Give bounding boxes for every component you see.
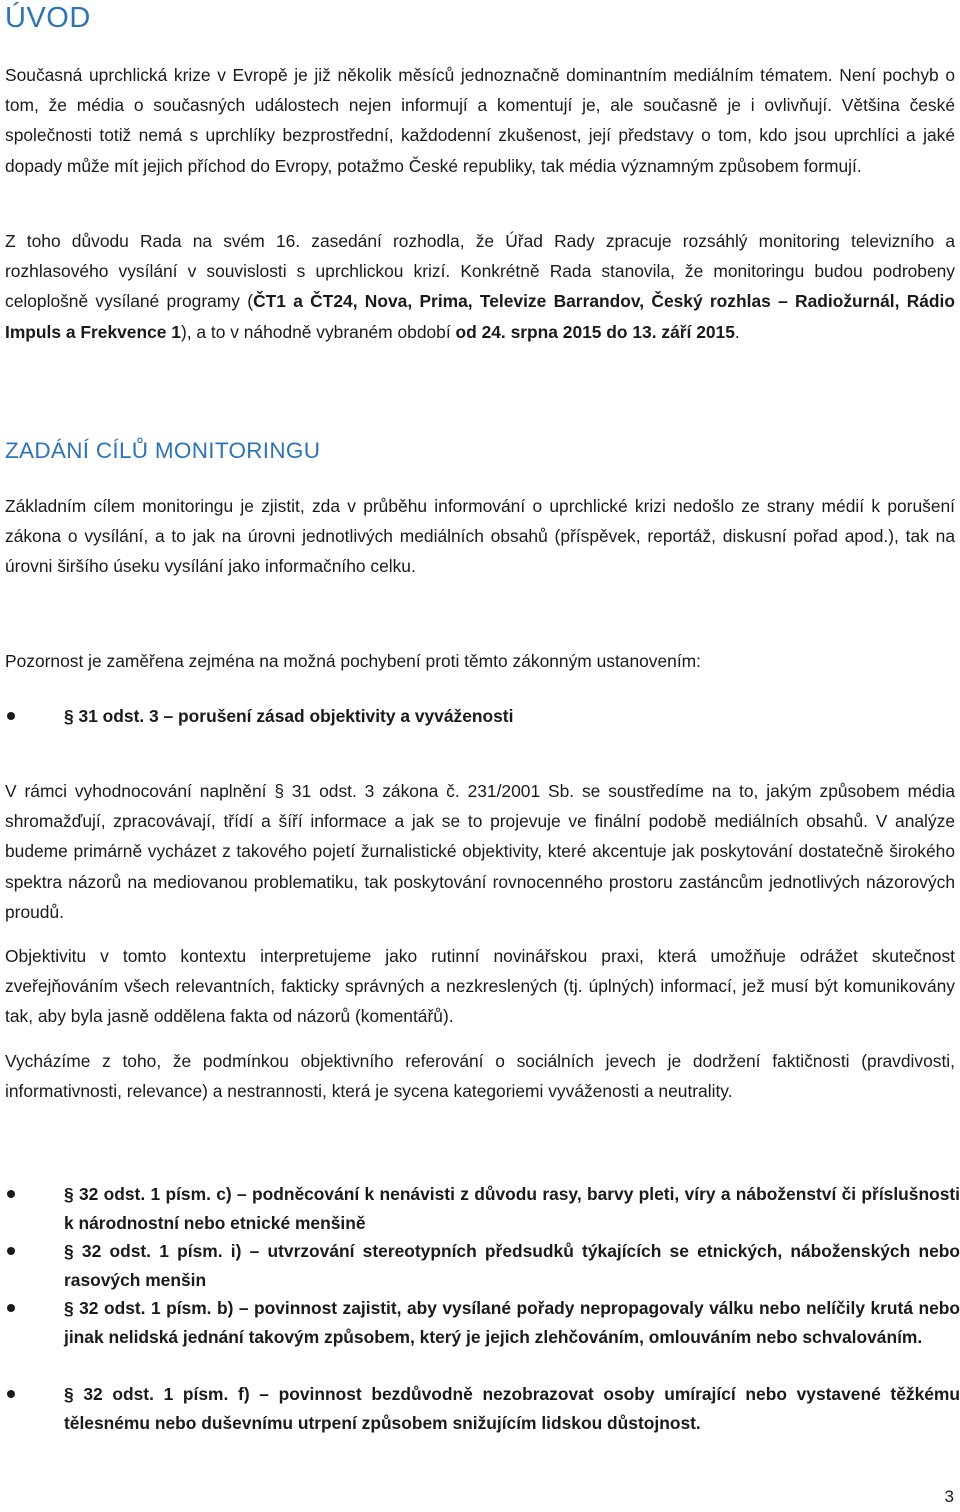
bullet-main [5, 700, 955, 732]
intro-p2-end: . [734, 321, 740, 342]
page-number: 3 [944, 1487, 954, 1506]
intro-paragraph-1: Současná uprchlická krize v Evropě je již několik měsíců jednoznačně dominantním mediálním tématem. Není pochyb o tom, že média o současných událostech nejen informují a komentují je, ale současně je i ovlivňují. Většina české společnosti totiž nemá s uprchlíky bezprostřední, každodenní zkušenost, její představy o tom, kdo jsou uprchlíci a jaké dopady může mít jejich příchod do Evropy, potažmo České republiky, tak média významným způsobem formují. [5, 65, 955, 176]
intro-paragraph-2 [5, 226, 955, 347]
bullet-dot-icon [7, 1190, 15, 1198]
goals-paragraph-1: Základním cílem monitoringu je zjistit, zda v průběhu informování o uprchlické krizi nedošlo ze strany médií k porušení zákona o vysílání, a to jak na úrovni jednotlivých mediálních obsahů (příspěvek, reportáž, diskusní pořad apod.), tak na úrovni širšího úseku vysílání jako informačního celku. [5, 496, 955, 577]
bullet-item [5, 1237, 960, 1295]
bullet-item-text: § 32 odst. 1 písm. i) – utvrzování stereotypních předsudků týkajících se etnických, náboženských nebo rasových menšin [64, 1241, 960, 1290]
heading-intro: ÚVOD [5, 2, 91, 34]
bullet-item-text: § 32 odst. 1 písm. c) – podněcování k nenávisti z důvodu rasy, barvy pleti, víry a náboženství či příslušnosti k národnostní nebo etnické menšině [64, 1184, 960, 1233]
intro-p2-broadcasters: ČT1 a ČT24, Nova, Prima, Televize Barrandov, Český rozhlas – Radiožurnál, Rádio Impuls a Frekvence 1 [5, 291, 955, 342]
bullet-item-text: § 32 odst. 1 písm. b) – povinnost zajistit, aby vysílané pořady nepropagovaly válku nebo nelíčily krutá nebo jinak nelidská jednání takovým způsobem, který je jejich zlehčováním, omlouváním nebo schvalováním. [64, 1298, 960, 1347]
goals-paragraph-3: V rámci vyhodnocování naplnění § 31 odst. 3 zákona č. 231/2001 Sb. se soustředíme na to, jakým způsobem média shromažďují, zpracovávají, třídí a šíří informace a jak se to projevuje ve finální podobě mediálních obsahů. V analýze budeme primárně vycházet z takového pojetí žurnalistické objektivity, které akcentuje jak poskytování dostatečně širokého spektra názorů na mediovanou problematiku, tak poskytování rovnocenného prostoru zastáncům jednotlivých názorových proudů. [5, 781, 955, 922]
bullet-dot-icon [7, 1304, 15, 1312]
heading-goals: ZADÁNÍ CÍLŮ MONITORINGU [5, 438, 321, 463]
bullet-item [5, 1294, 960, 1380]
bullet-item [5, 1380, 960, 1438]
bullet-dot-icon [7, 1247, 15, 1255]
goals-paragraph-5: Vycházíme z toho, že podmínkou objektivního referování o sociálních jevech je dodržení faktičnosti (pravdivosti, informativnosti, relevance) a nestrannosti, která je sycena kategoriemi vyváženosti a neutrality. [5, 1051, 955, 1102]
bullet-item [5, 1180, 960, 1238]
goals-paragraph-2: Pozornost je zaměřena zejména na možná pochybení proti těmto zákonným ustanovením: [5, 651, 701, 671]
intro-p2-period: od 24. srpna 2015 do 13. září 2015 [455, 321, 735, 342]
bullet-dot-icon [7, 1390, 15, 1398]
intro-p2-text-a: Z toho důvodu Rada na svém 16. zasedání rozhodla, že Úřad Rady zpracuje rozsáhlý monitoring televizního a rozhlasového vysílání v souvislosti s uprchlickou krizí. Konkrétně Rada stanovila, že monitoringu budou podrobeny celoplošně vysílané programy ( [5, 231, 955, 312]
intro-p2-text-b: ), a to v náhodně vybraném období [180, 321, 456, 342]
bullet-main-text: § 31 odst. 3 – porušení zásad objektivity a vyváženosti [64, 706, 514, 726]
bullet-dot-icon [7, 712, 15, 720]
goals-paragraph-4: Objektivitu v tomto kontextu interpretujeme jako rutinní novinářskou praxi, která umožňuje odrážet skutečnost zveřejňováním všech relevantních, fakticky správných a nezkreslených (tj. úplných) informací, jež musí být komunikovány tak, aby byla jasně oddělena fakta od názorů (komentářů). [5, 946, 955, 1027]
bullet-item-text: § 32 odst. 1 písm. f) – povinnost bezdůvodně nezobrazovat osoby umírající nebo vystavené těžkému tělesnému nebo duševnímu utrpení způsobem snižujícím lidskou důstojnost. [64, 1384, 960, 1433]
